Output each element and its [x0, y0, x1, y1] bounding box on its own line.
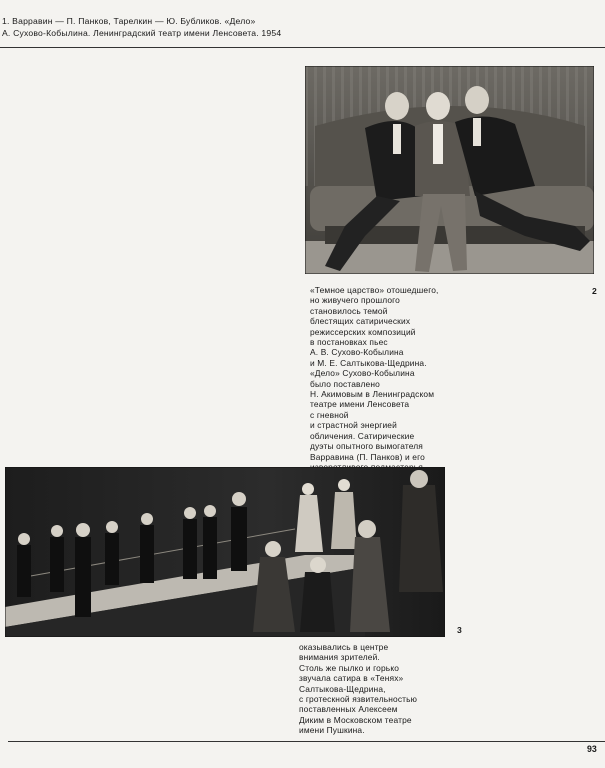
text-line: «Темное царство» отошедшего,: [310, 285, 439, 295]
text-line: Варравина (П. Панков) и его: [310, 451, 425, 462]
photo-sofa-illustration: [305, 66, 594, 274]
photo-stage-illustration: [5, 467, 445, 637]
text-line: оказывались в центре: [299, 642, 389, 652]
text-line: «Дело» Сухово-Кобылина: [310, 368, 415, 379]
text-line: Диким в Московском театре: [299, 714, 412, 725]
text-line: с гротескной язвительностью: [299, 694, 418, 705]
text-line: было поставлено: [310, 378, 380, 389]
caption-line: А. Сухово-Кобылина. Ленинградский театр имени Ленсовета. 1954: [2, 28, 282, 38]
top-rule: [0, 47, 605, 48]
text-line: но живучего прошлого: [310, 295, 400, 306]
text-line: обличения. Сатирические: [310, 430, 415, 441]
text-line: становилось темой: [310, 305, 388, 316]
text-line: театре имени Ленсовета: [310, 399, 410, 410]
text-line: и страстной энергией: [310, 420, 397, 431]
text-line: Н. Акимовым в Ленинградском: [310, 389, 435, 400]
text-line: поставленных Алексеем: [299, 704, 398, 715]
caption-line: 1. Варравин — П. Панков, Тарелкин — Ю. Бубликов. «Дело»: [2, 16, 256, 26]
text-line: Столь же пылко и горько: [299, 662, 400, 673]
text-line: блестящих сатирических: [310, 316, 411, 327]
figure-number-2: 2: [592, 286, 597, 296]
text-line: внимания зрителей.: [299, 652, 380, 663]
paragraph-1: [310, 285, 490, 483]
top-caption: [2, 15, 602, 39]
text-line: и М. Е. Салтыкова-Щедрина.: [310, 357, 427, 368]
text-line: дуэты опытного вымогателя: [310, 441, 423, 452]
text-line: А. В. Сухово-Кобылина: [310, 347, 404, 358]
text-line: в постановках пьес: [310, 337, 388, 348]
text-line: имени Пушкина.: [299, 725, 365, 736]
text-line: режиссерских композиций: [310, 326, 416, 337]
text-line: звучала сатира в «Тенях»: [299, 673, 404, 684]
photo-stage-scene: [5, 467, 445, 637]
photo-sofa-scene: [305, 66, 594, 274]
figure-number-3: 3: [457, 625, 462, 635]
bottom-rule: [8, 741, 605, 742]
page-number: 93: [587, 744, 597, 754]
text-line: с гневной: [310, 409, 349, 420]
paragraph-2: [299, 642, 459, 736]
text-line: Салтыкова-Щедрина,: [299, 683, 386, 694]
